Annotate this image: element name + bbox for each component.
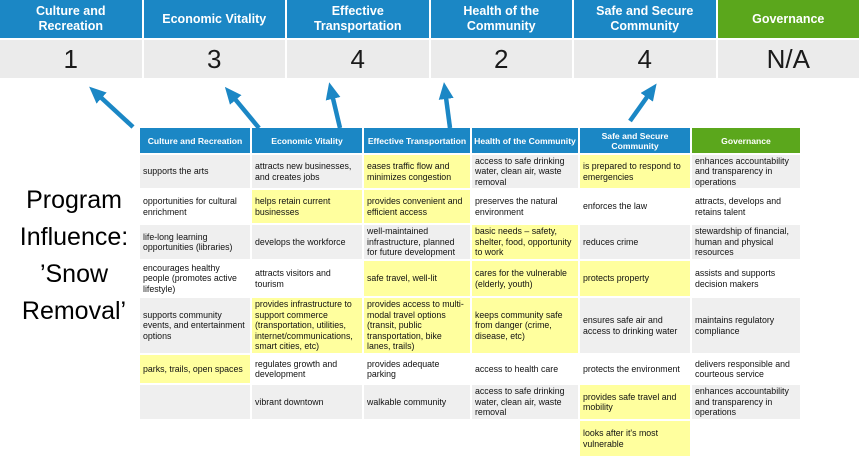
scoreboard-score-safe-and-secure-community: 4 <box>574 40 716 78</box>
matrix-header-safe-and-secure-community: Safe and Secure Community <box>580 128 690 153</box>
arrow-health-of-the-community <box>445 90 450 128</box>
program-label-line: Influence: <box>19 223 129 251</box>
matrix-cell-highlighted: provides safe travel and mobility <box>580 385 690 419</box>
matrix-header-economic-vitality: Economic Vitality <box>252 128 362 153</box>
matrix-cell: assists and supports decision makers <box>692 261 800 296</box>
matrix-cell <box>252 421 362 456</box>
matrix-cell-highlighted: is prepared to respond to emergencies <box>580 155 690 188</box>
matrix-cell <box>140 421 250 456</box>
matrix-cell-highlighted: provides infrastructure to support commerce (transportation, utilities, internet/communications, smart cities, etc) <box>252 298 362 353</box>
arrow-effective-transportation <box>331 90 340 128</box>
matrix-cell-highlighted: provides access to multi-modal travel options (transit, public transportation, bike lanes, trails) <box>364 298 470 353</box>
matrix-cell <box>472 421 578 456</box>
matrix-header-health-of-the-community: Health of the Community <box>472 128 578 153</box>
arrow-culture-and-recreation <box>95 92 133 127</box>
scoreboard-header-safe-and-secure-community: Safe and Secure Community <box>574 0 716 38</box>
matrix-cell <box>692 421 800 456</box>
matrix-cell-highlighted: looks after it's most vulnerable <box>580 421 690 456</box>
matrix-header-governance: Governance <box>692 128 800 153</box>
arrow-economic-vitality <box>230 93 259 128</box>
scoreboard-header-governance: Governance <box>718 0 859 38</box>
matrix-cell: provides adequate parking <box>364 355 470 383</box>
matrix-cell-highlighted: provides convenient and efficient access <box>364 190 470 223</box>
scoreboard-score-economic-vitality: 3 <box>144 40 286 78</box>
matrix-cell-highlighted: eases traffic flow and minimizes congestion <box>364 155 470 188</box>
program-label-line: ’Snow <box>39 260 109 288</box>
matrix-cell-highlighted: parks, trails, open spaces <box>140 355 250 383</box>
matrix-cell: attracts, develops and retains talent <box>692 190 800 223</box>
matrix-cell: well-maintained infrastructure, planned for future development <box>364 225 470 259</box>
matrix-cell: vibrant downtown <box>252 385 362 419</box>
matrix-cell-highlighted: cares for the vulnerable (elderly, youth) <box>472 261 578 296</box>
matrix-cell <box>140 385 250 419</box>
matrix-cell: delivers responsible and courteous service <box>692 355 800 383</box>
matrix-cell: ensures safe air and access to drinking water <box>580 298 690 353</box>
scoreboard-score-governance: N/A <box>718 40 859 78</box>
matrix-cell: enforces the law <box>580 190 690 223</box>
matrix-cell-highlighted: protects property <box>580 261 690 296</box>
scoreboard <box>0 0 859 78</box>
matrix-cell: develops the workforce <box>252 225 362 259</box>
arrow-safe-and-secure-community <box>630 90 652 121</box>
program-influence-label <box>0 182 148 330</box>
matrix-header-culture-and-recreation: Culture and Recreation <box>140 128 250 153</box>
scoreboard-score-health-of-the-community: 2 <box>431 40 573 78</box>
matrix-cell: access to safe drinking water, clean air, waste removal <box>472 385 578 419</box>
matrix-cell: maintains regulatory compliance <box>692 298 800 353</box>
scoreboard-header-health-of-the-community: Health of the Community <box>431 0 573 38</box>
matrix-cell: supports the arts <box>140 155 250 188</box>
matrix-cell: attracts new businesses, and creates jobs <box>252 155 362 188</box>
matrix-cell: access to health care <box>472 355 578 383</box>
scoreboard-header-effective-transportation: Effective Transportation <box>287 0 429 38</box>
matrix-cell: preserves the natural environment <box>472 190 578 223</box>
matrix-cell: enhances accountability and transparency in operations <box>692 385 800 419</box>
matrix-cell: reduces crime <box>580 225 690 259</box>
program-label-line: Removal’ <box>21 297 127 325</box>
matrix-cell: protects the environment <box>580 355 690 383</box>
scoreboard-score-effective-transportation: 4 <box>287 40 429 78</box>
matrix-cell: encourages healthy people (promotes active lifestyle) <box>140 261 250 296</box>
matrix-cell: enhances accountability and transparency in operations <box>692 155 800 188</box>
matrix-cell: supports community events, and entertainment options <box>140 298 250 353</box>
matrix-cell-highlighted: safe travel, well-lit <box>364 261 470 296</box>
matrix-cell: regulates growth and development <box>252 355 362 383</box>
scoreboard-header-economic-vitality: Economic Vitality <box>144 0 286 38</box>
matrix-cell: attracts visitors and tourism <box>252 261 362 296</box>
scoreboard-score-culture-and-recreation: 1 <box>0 40 142 78</box>
scoreboard-header-culture-and-recreation: Culture and Recreation <box>0 0 142 38</box>
influence-arrows <box>0 80 859 132</box>
matrix-cell-highlighted: basic needs – safety, shelter, food, opportunity to work <box>472 225 578 259</box>
matrix-cell: access to safe drinking water, clean air, waste removal <box>472 155 578 188</box>
matrix-cell: opportunities for cultural enrichment <box>140 190 250 223</box>
influence-matrix <box>140 128 800 456</box>
matrix-cell-highlighted: keeps community safe from danger (crime, disease, etc) <box>472 298 578 353</box>
matrix-header-effective-transportation: Effective Transportation <box>364 128 470 153</box>
matrix-cell <box>364 421 470 456</box>
matrix-cell-highlighted: helps retain current businesses <box>252 190 362 223</box>
matrix-cell: life-long learning opportunities (libraries) <box>140 225 250 259</box>
matrix-cell: stewardship of financial, human and physical resources <box>692 225 800 259</box>
program-label-line: Program <box>26 186 122 214</box>
matrix-cell: walkable community <box>364 385 470 419</box>
